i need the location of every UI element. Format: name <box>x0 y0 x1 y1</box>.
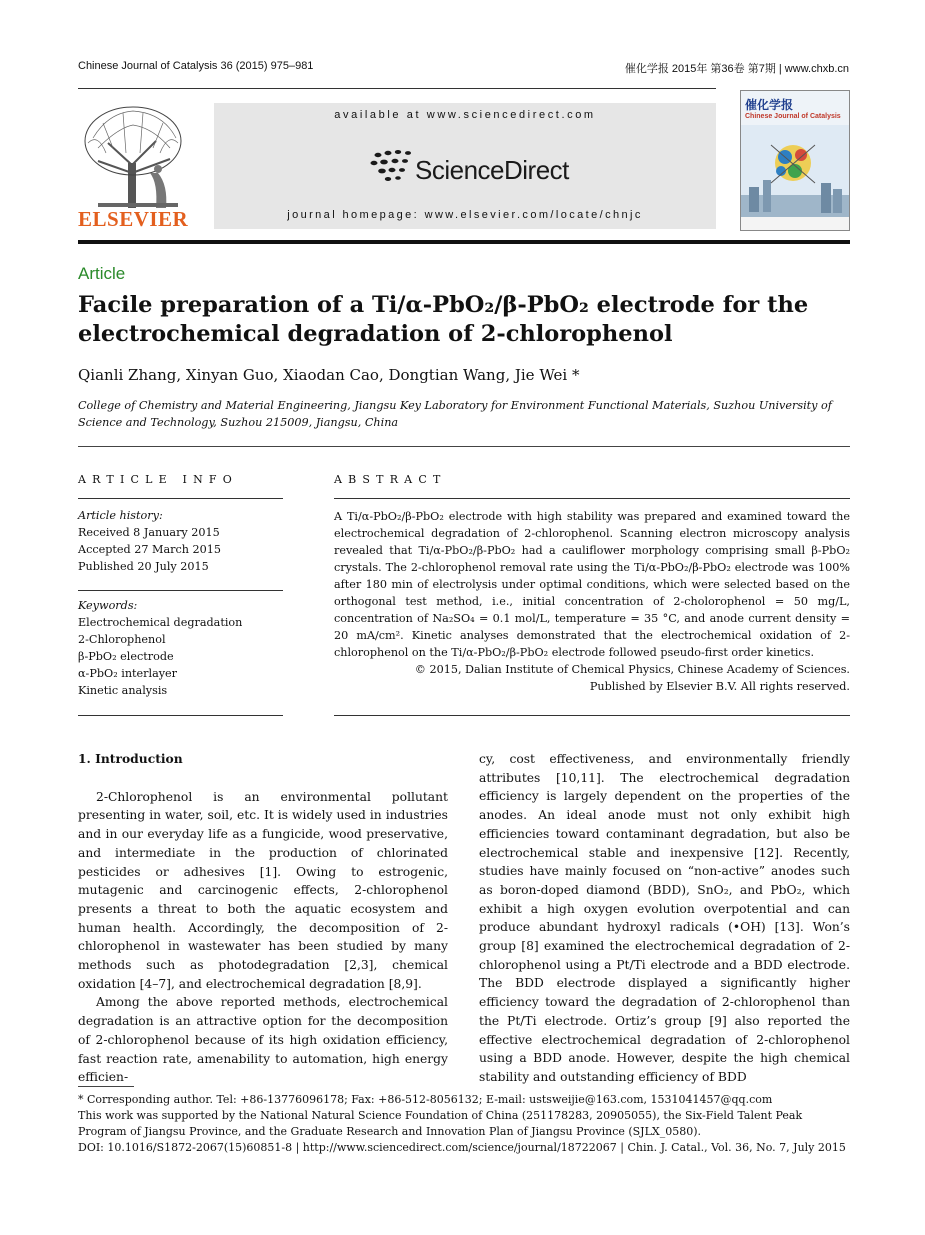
keyword-item: β-PbO₂ electrode <box>78 650 174 663</box>
article-history <box>78 507 283 575</box>
corresponding-author-note: * Corresponding author. Tel: +86-13776096178; Fax: +86-512-8056132; E-mail: ustsweijie@163.com, 1531041457@qq.com <box>78 1093 773 1106</box>
intro-paragraph-3: cy, cost effectiveness, and environmentally friendly attributes [10,11]. The electrochemical degradation efficiency is largely dependent on the properties of the anodes. An ideal anode must not only exhibit high efficiencies toward contaminant degradation, but also be electrochemical stable and inexpensive [12]. Recently, studies have mainly focused on “non-active” anodes such as boron-doped diamond (BDD), SnO₂, and PbO₂, which exhibit a high oxygen evolution overpotential and can produce abundant hydroxyl radicals (•OH) [13]. Won’s group [8] examined the electrochemical degradation of 2-chlorophenol using a Pt/Ti electrode and a BDD electrode. The BDD electrode displayed a significantly higher efficiency toward the degradation of 2-chlorophenol than the Pt/Ti electrode. Ortiz’s group [9] also reported the effective electrochemical degradation of 2-chlorophenol using a BDD anode. However, despite the high chemical stability and outstanding efficiency of BDD <box>479 752 850 1084</box>
footnotes <box>78 1092 850 1156</box>
masthead-thick-rule <box>78 240 850 244</box>
keywords-block <box>78 597 283 699</box>
sciencedirect-dots-icon <box>370 149 416 187</box>
cover-artwork-icon <box>741 125 849 230</box>
banner-top-rule <box>78 88 716 89</box>
author-list: Qianli Zhang, Xinyan Guo, Xiaodan Cao, Dongtian Wang, Jie Wei * <box>78 366 580 384</box>
intro-paragraph-2: Among the above reported methods, electrochemical degradation is an attractive option for the decomposition of 2-chlorophenol because of its high oxidation efficiency, fast reaction rate, amenability to automation, high energy efficien- <box>78 995 448 1085</box>
keyword-item: Kinetic analysis <box>78 684 168 697</box>
history-heading: Article history: <box>78 509 163 522</box>
copyright-block <box>334 661 850 695</box>
keyword-item: 2-Chlorophenol <box>78 633 166 646</box>
keyword-item: α-PbO₂ interlayer <box>78 667 178 680</box>
article-info-heading: ARTICLE INFO <box>78 473 238 486</box>
article-info-bottom-rule <box>78 715 283 716</box>
copyright-line-1: © 2015, Dalian Institute of Chemical Physics, Chinese Academy of Sciences. <box>414 663 850 676</box>
sciencedirect-wordmark: ScienceDirect <box>415 155 569 185</box>
history-published: Published 20 July 2015 <box>78 560 209 573</box>
keywords-heading: Keywords: <box>78 599 138 612</box>
cover-title-en: Chinese Journal of Catalysis <box>745 113 841 120</box>
author-affiliation: College of Chemistry and Material Engineering, Jiangsu Key Laboratory for Environment Functional Materials, Suzhou University of Science and Technology, Suzhou 215009, Jiangsu, China <box>78 399 832 429</box>
elsevier-logo <box>78 103 192 231</box>
body-column-right <box>479 750 850 1087</box>
journal-homepage-text[interactable]: journal homepage: www.elsevier.com/locate/chnjc <box>287 209 643 221</box>
article-type-label: Article <box>78 264 126 283</box>
journal-cover-image <box>740 90 850 231</box>
doi-line[interactable]: DOI: 10.1016/S1872-2067(15)60851-8 | http://www.sciencedirect.com/science/journal/18722067 | Chin. J. Catal., Vol. 36, No. 7, July 2015 <box>78 1141 846 1154</box>
body-column-left <box>78 750 448 1087</box>
article-title: Facile preparation of a Ti/α-PbO₂/β-PbO₂ electrode for the electrochemical degradation of 2-chlorophenol <box>78 292 809 347</box>
footnote-rule <box>78 1086 134 1087</box>
copyright-line-2: Published by Elsevier B.V. All rights reserved. <box>589 680 850 693</box>
heading-divider <box>78 446 850 447</box>
available-at-text[interactable]: available at www.sciencedirect.com <box>334 109 596 121</box>
article-info-rule <box>78 498 283 499</box>
elsevier-wordmark: ELSEVIER <box>78 207 189 231</box>
history-accepted: Accepted 27 March 2015 <box>78 543 221 556</box>
funding-note: This work was supported by the National Natural Science Foundation of China (251178283, 20905055), the Six-Field Talent Peak Program of Jiangsu Province, and the Graduate Research and Innovation Plan of Jiangsu Province (SJLX_0580). <box>78 1109 803 1138</box>
abstract-heading: ABSTRACT <box>334 473 447 486</box>
section-heading-introduction: 1. Introduction <box>78 751 183 766</box>
journal-reference: Chinese Journal of Catalysis 36 (2015) 975–981 <box>78 60 314 72</box>
abstract-bottom-rule <box>334 715 850 716</box>
keyword-item: Electrochemical degradation <box>78 616 243 629</box>
keywords-rule <box>78 590 283 591</box>
intro-paragraph-1: 2-Chlorophenol is an environmental pollutant presenting in water, soil, etc. It is widely used in industries and in our everyday life as a fungicide, wood preservative, and intermediate in the production of chlorinated pesticides or adhesives [1]. Owing to estrogenic, mutagenic and carcinogenic effects, 2-chlorophenol presents a threat to both the aquatic ecosystem and human health. Accordingly, the decomposition of 2-chlorophenol in wastewater has been studied by many methods such as photodegradation [2,3], chemical oxidation [4–7], and electrochemical degradation [8,9]. <box>78 789 448 991</box>
sciencedirect-banner <box>214 103 716 229</box>
abstract-text: A Ti/α-PbO₂/β-PbO₂ electrode with high stability was prepared and examined toward the electrochemical degradation of 2-chlorophenol. Scanning electron microscopy analysis revealed that Ti/α-PbO₂/β-PbO₂ had a cauliflower morphology comprising small β-PbO₂ crystals. The 2-chlorophenol removal rate using the Ti/α-PbO₂/β-PbO₂ electrode was 100% after 180 min of electrolysis under optimal conditions, which were selected based on the orthogonal test method, i.e., initial concentration of 2-cholorophenol = 50 mg/L, concentration of Na₂SO₄ = 0.1 mol/L, temperature = 35 °C, and anode current density = 20 mA/cm². Kinetic analyses demonstrated that the electrochemical oxidation of 2-chlorophenol on the Ti/α-PbO₂/β-PbO₂ electrode followed pseudo-first order kinetics. <box>334 510 850 659</box>
cover-title-cn: 催化学报 <box>745 98 794 112</box>
history-received: Received 8 January 2015 <box>78 526 220 539</box>
abstract-rule <box>334 498 850 499</box>
journal-reference-cn: 催化学报 2015年 第36卷 第7期 | www.chxb.cn <box>624 63 849 75</box>
